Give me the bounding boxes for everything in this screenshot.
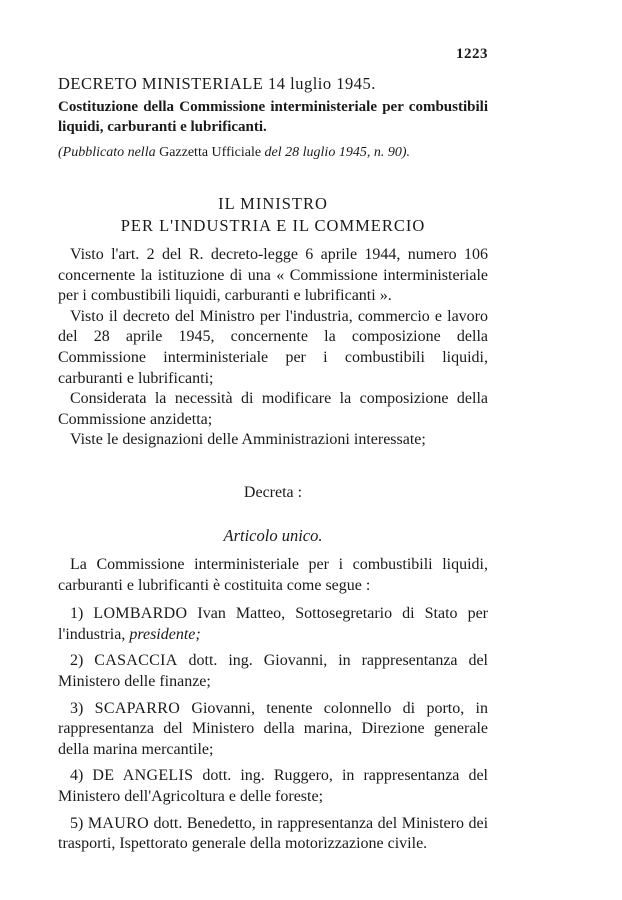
decree-title: DECRETO MINISTERIALE 14 luglio 1945. bbox=[58, 74, 376, 93]
member-details: dott. Benedetto, in rappresentanza del Ministero dei trasporti, Ispettorato generale della motorizzazione civile. bbox=[58, 814, 489, 853]
member-number: 5) bbox=[70, 814, 84, 832]
publication-prefix: (Pubblicato nella bbox=[58, 145, 156, 160]
member-surname: LOMBARDO bbox=[93, 605, 188, 623]
member-details: dott. ing. Giovanni, in rappresentanza del Ministero delle finanze; bbox=[58, 652, 489, 690]
publication-gazette: Gazzetta Ufficiale bbox=[159, 145, 262, 160]
member-details: Ivan Matteo, Sottosegretario di Stato per l'industria, bbox=[58, 605, 488, 643]
member-details: dott. ing. Ruggero, in rappresentanza del Ministero dell'Agricoltura e delle foreste; bbox=[58, 767, 488, 805]
member-number: 1) bbox=[70, 605, 84, 623]
list-item bbox=[58, 604, 488, 645]
list-item bbox=[58, 766, 488, 807]
member-surname: CASACCIA bbox=[94, 652, 178, 670]
list-item bbox=[58, 651, 488, 692]
member-details: Giovanni, tenente colonnello di porto, in rappresentanza del Ministero della marina, Direzione generale della marina mercantile; bbox=[58, 699, 488, 758]
member-number: 3) bbox=[70, 699, 84, 717]
member-surname: DE ANGELIS bbox=[92, 767, 194, 785]
article-title: Articolo unico. bbox=[223, 526, 323, 545]
decree-subtitle: Costituzione della Commissione interministeriale per combustibili liquidi, carburanti e lubrificanti. bbox=[58, 99, 488, 135]
preamble-paragraph: Visto l'art. 2 del R. decreto-legge 6 aprile 1944, numero 106 concernente la istituzione di una « Commissione interministeriale per i combustibili liquidi, carburanti e lubrificanti ». bbox=[58, 246, 488, 305]
publication-note bbox=[58, 145, 410, 161]
decreta-label: Decreta : bbox=[243, 484, 303, 501]
preamble-paragraph: Viste le designazioni delle Amministrazioni interessate; bbox=[70, 431, 426, 449]
member-surname: SCAPARRO bbox=[94, 699, 181, 717]
members-list bbox=[58, 555, 488, 861]
heading-minister: IL MINISTRO bbox=[218, 194, 328, 213]
list-item bbox=[58, 814, 488, 855]
publication-suffix: del 28 luglio 1945, n. 90). bbox=[264, 145, 410, 160]
preamble-paragraph: Considerata la necessità di modificare la composizione della Commissione anzidetta; bbox=[58, 390, 488, 428]
heading-ministry: PER L'INDUSTRIA E IL COMMERCIO bbox=[120, 216, 426, 235]
member-surname: MAURO bbox=[87, 814, 149, 832]
preamble-paragraph: Visto il decreto del Ministro per l'industria, commercio e lavoro del 28 aprile 1945, concernente la composizione della Commissione interministeriale per i combustibili liquidi, carburanti e lubrificanti; bbox=[58, 307, 488, 387]
list-item bbox=[58, 699, 488, 761]
preamble bbox=[58, 245, 488, 451]
member-number: 2) bbox=[70, 652, 84, 670]
member-role: presidente; bbox=[129, 625, 201, 643]
page-number: 1223 bbox=[456, 46, 488, 62]
member-number: 4) bbox=[70, 767, 84, 785]
article-intro: La Commissione interministeriale per i combustibili liquidi, carburanti e lubrificanti è costituita come segue : bbox=[58, 556, 488, 594]
